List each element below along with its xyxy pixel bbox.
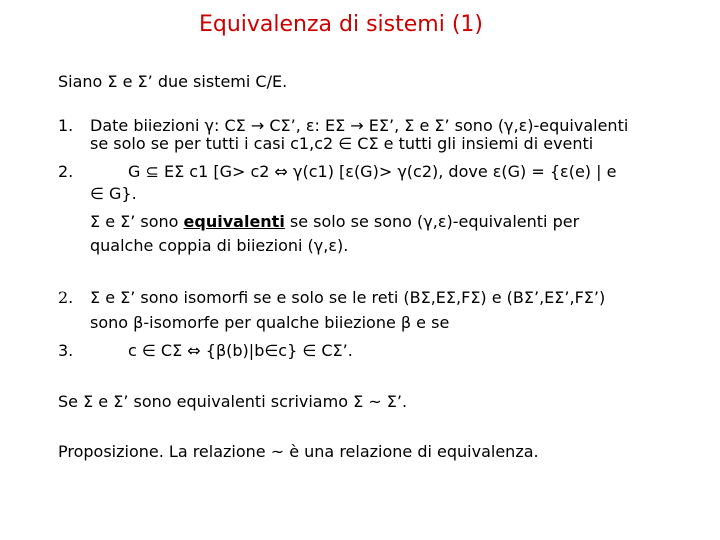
equivalence-pre: Σ e Σ’ sono (90, 212, 184, 231)
item-4-line-1: c ∈ CΣ ⇔ {β(b)|b∈c} ∈ CΣ’. (128, 341, 353, 360)
item-2-line-2: ∈ G}. (90, 184, 137, 203)
equivalence-definition-line-2: qualche coppia di biiezioni (γ,ε). (90, 236, 349, 255)
proposition-line: Proposizione. La relazione ~ è una relazione di equivalenza. (58, 442, 539, 461)
slide-title: Equivalenza di sistemi (1) (198, 12, 483, 37)
notation-line: Se Σ e Σ’ sono equivalenti scriviamo Σ ~ Σ’. (58, 392, 408, 411)
item-3-line-2: sono β-isomorfe per qualche biiezione β e se (90, 313, 450, 332)
item-number-3: 2. (58, 288, 74, 307)
item-number-1: 1. (58, 116, 74, 135)
intro-line: Siano Σ e Σ’ due sistemi C/E. (58, 72, 288, 91)
item-1-line-2: se solo se per tutti i casi c1,c2 ∈ CΣ e tutti gli insiemi di eventi (90, 134, 594, 153)
item-3-line-1: Σ e Σ’ sono isomorfi se e solo se le reti (BΣ,EΣ,FΣ) e (BΣ’,EΣ’,FΣ’) (90, 288, 606, 307)
item-2-line-1: G ⊆ EΣ c1 [G> c2 ⇔ γ(c1) [ε(G)> γ(c2), dove ε(G) = {ε(e) | e (128, 162, 617, 181)
equivalence-term: equivalenti (183, 212, 285, 231)
equivalence-definition (90, 212, 579, 232)
item-1-line-1: Date biiezioni γ: CΣ → CΣ’, ε: EΣ → EΣ’, Σ e Σ’ sono (γ,ε)-equivalenti (90, 116, 629, 135)
item-number-4: 3. (58, 341, 74, 360)
item-number-2: 2. (58, 162, 74, 181)
equivalence-post: se solo se sono (γ,ε)-equivalenti per (284, 212, 580, 231)
